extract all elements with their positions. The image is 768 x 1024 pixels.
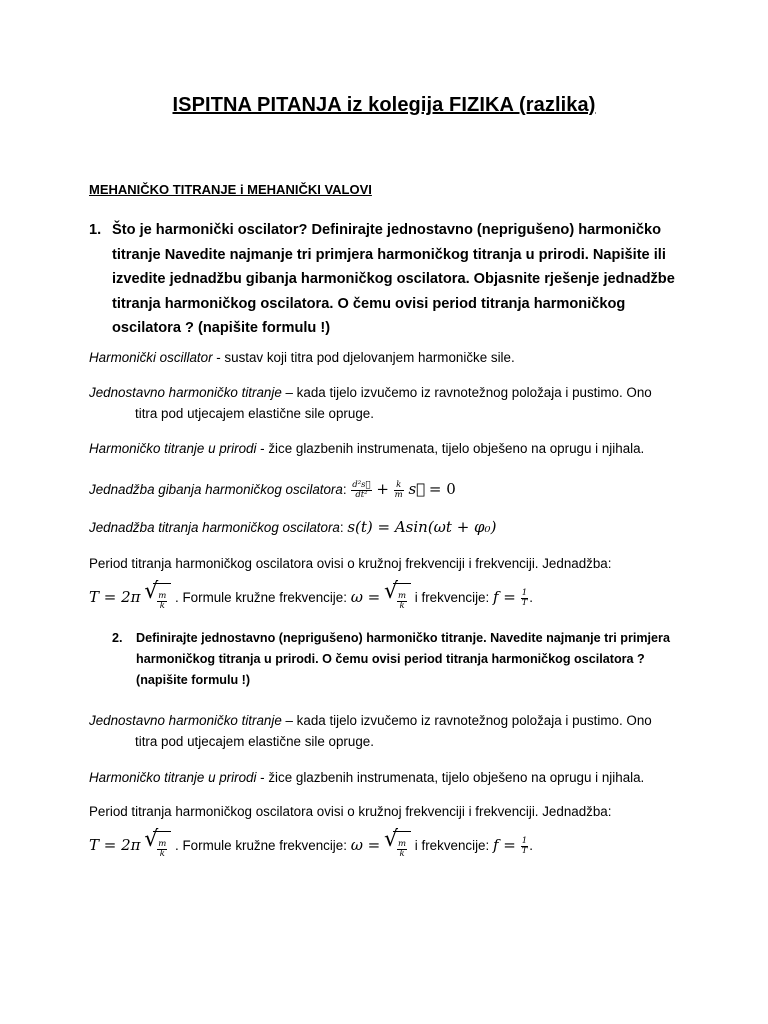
period-formula-lead: T = 2π (89, 588, 141, 607)
one-over-T-fraction-2: $\frac{1}{T}$ (521, 836, 528, 856)
simple-oscillation-label: Jednostavno harmoničko titranje (89, 385, 282, 400)
nature-label-2: Harmoničko titranje u prirodi (89, 770, 257, 785)
answer-oscillator-definition (89, 347, 709, 368)
answer2-period-formulas: T = 2π √ $\frac{m}{k}$ . Formule kružne frekvencije: ω = √ $\frac{m}{k}$ i frekvencije: f = $\frac{1}{T}$ . (89, 828, 709, 865)
document-title: ISPITNA PITANJA iz kolegija FIZIKA (razlika) (172, 94, 596, 116)
sqrt-m-over-k: √ $\frac{m}{k}$ (144, 580, 171, 617)
solution-equation: s(t) = Asin(ωt + φ₀) (347, 518, 497, 536)
answer-solution-equation: Jednadžba titranja harmoničkog oscilatora: s(t) = Asin(ωt + φ₀) (89, 518, 497, 536)
answer-period-formulas: T = 2π √ $\frac{m}{k}$ . Formule kružne frekvencije: ω = √ $\frac{m}{k}$ i frekvencije: f = $\frac{1}{T}$ . (89, 580, 709, 617)
oscillator-label: Harmonički oscillator (89, 350, 213, 365)
equation-of-motion-rhs: = 0 (428, 480, 456, 498)
sqrt-m-over-k-omega-2: √ $\frac{m}{k}$ (384, 828, 411, 865)
question-2-number: 2. (112, 631, 123, 645)
answer-period-text: Period titranja harmoničkog oscilatora ovisi o kružnoj frekvenciji i frekvenciji. Jednadžba: (89, 556, 612, 571)
solution-equation-label: Jednadžba titranja harmoničkog oscilatora (89, 520, 340, 535)
answer2-simple-oscillation: Jednostavno harmoničko titranje – kada tijelo izvučemo iz ravnotežnog položaja i pustimo. Ono titra pod utjecajem elastične sile opruge. (89, 713, 652, 749)
omega-symbol: ω = (350, 588, 381, 607)
section-heading: MEHANIČKO TITRANJE i MEHANIČKI VALOVI (89, 182, 372, 197)
simple-oscillation-label-2: Jednostavno harmoničko titranje (89, 713, 282, 728)
oscillator-text: - sustav koji titra pod djelovanjem harmoničke sile. (212, 350, 515, 365)
one-over-T-fraction: $\frac{1}{T}$ (521, 588, 528, 608)
equation-of-motion-label: Jednadžba gibanja harmoničkog oscilatora (89, 482, 343, 497)
k-over-m-fraction: $\frac{k}{m}$ (394, 479, 403, 500)
simple-oscillation-text-1: – kada tijelo izvučemo iz ravnotežnog položaja i pustimo. Ono (281, 385, 652, 400)
question-2 (112, 628, 672, 691)
answer-equation-of-motion: Jednadžba gibanja harmoničkog oscilatora: $\frac{\text{d²s⃗}}{\text{dt²}}$ + $\frac{k}{m}$ s⃗ = 0 (89, 479, 456, 500)
frequency-symbol: f = (492, 588, 516, 607)
sqrt-m-over-k-omega: √ $\frac{m}{k}$ (384, 580, 411, 617)
nature-text: - žice glazbenih instrumenata, tijelo obješeno na oprugu i njihala. (256, 441, 645, 456)
sqrt-m-over-k-2: √ $\frac{m}{k}$ (144, 828, 171, 865)
answer-simple-oscillation (89, 382, 709, 424)
answer2-period-text: Period titranja harmoničkog oscilatora ovisi o kružnoj frekvenciji i frekvenciji. Jednadžba: (89, 804, 612, 819)
answer2-nature-examples: Harmoničko titranje u prirodi - žice glazbenih instrumenata, tijelo obješeno na oprugu i njihala. (89, 770, 645, 785)
simple-oscillation-text-2: titra pod utjecajem elastične sile opruge. (135, 406, 374, 421)
question-1-number: 1. (89, 222, 102, 238)
question-1 (89, 218, 689, 341)
second-derivative-fraction: $\frac{\text{d²s⃗}}{\text{dt²}}$ (352, 479, 371, 500)
question-1-text: Što je harmonički oscilator? Definirajte jednostavno (neprigušeno) harmoničko titranje Navedite najmanje tri primjera harmoničkog titranja u prirodi. Napišite ili izvedite jednadžbu gibanja harmoničkog oscilatora. Objasnite rješenje jednadžbe titranja harmoničkog oscilatora. O čemu ovisi period titranja harmoničkog oscilatora ? (napišite formulu !) (112, 222, 675, 336)
nature-label: Harmoničko titranje u prirodi (89, 441, 257, 456)
answer-nature-examples (89, 438, 709, 459)
question-2-text: Definirajte jednostavno (neprigušeno) harmoničko titranje. Navedite najmanje tri primjera harmoničkog titranja u prirodi. O čemu ovisi period titranja harmoničkog oscilatora ? (napišite formulu !) (136, 631, 670, 687)
